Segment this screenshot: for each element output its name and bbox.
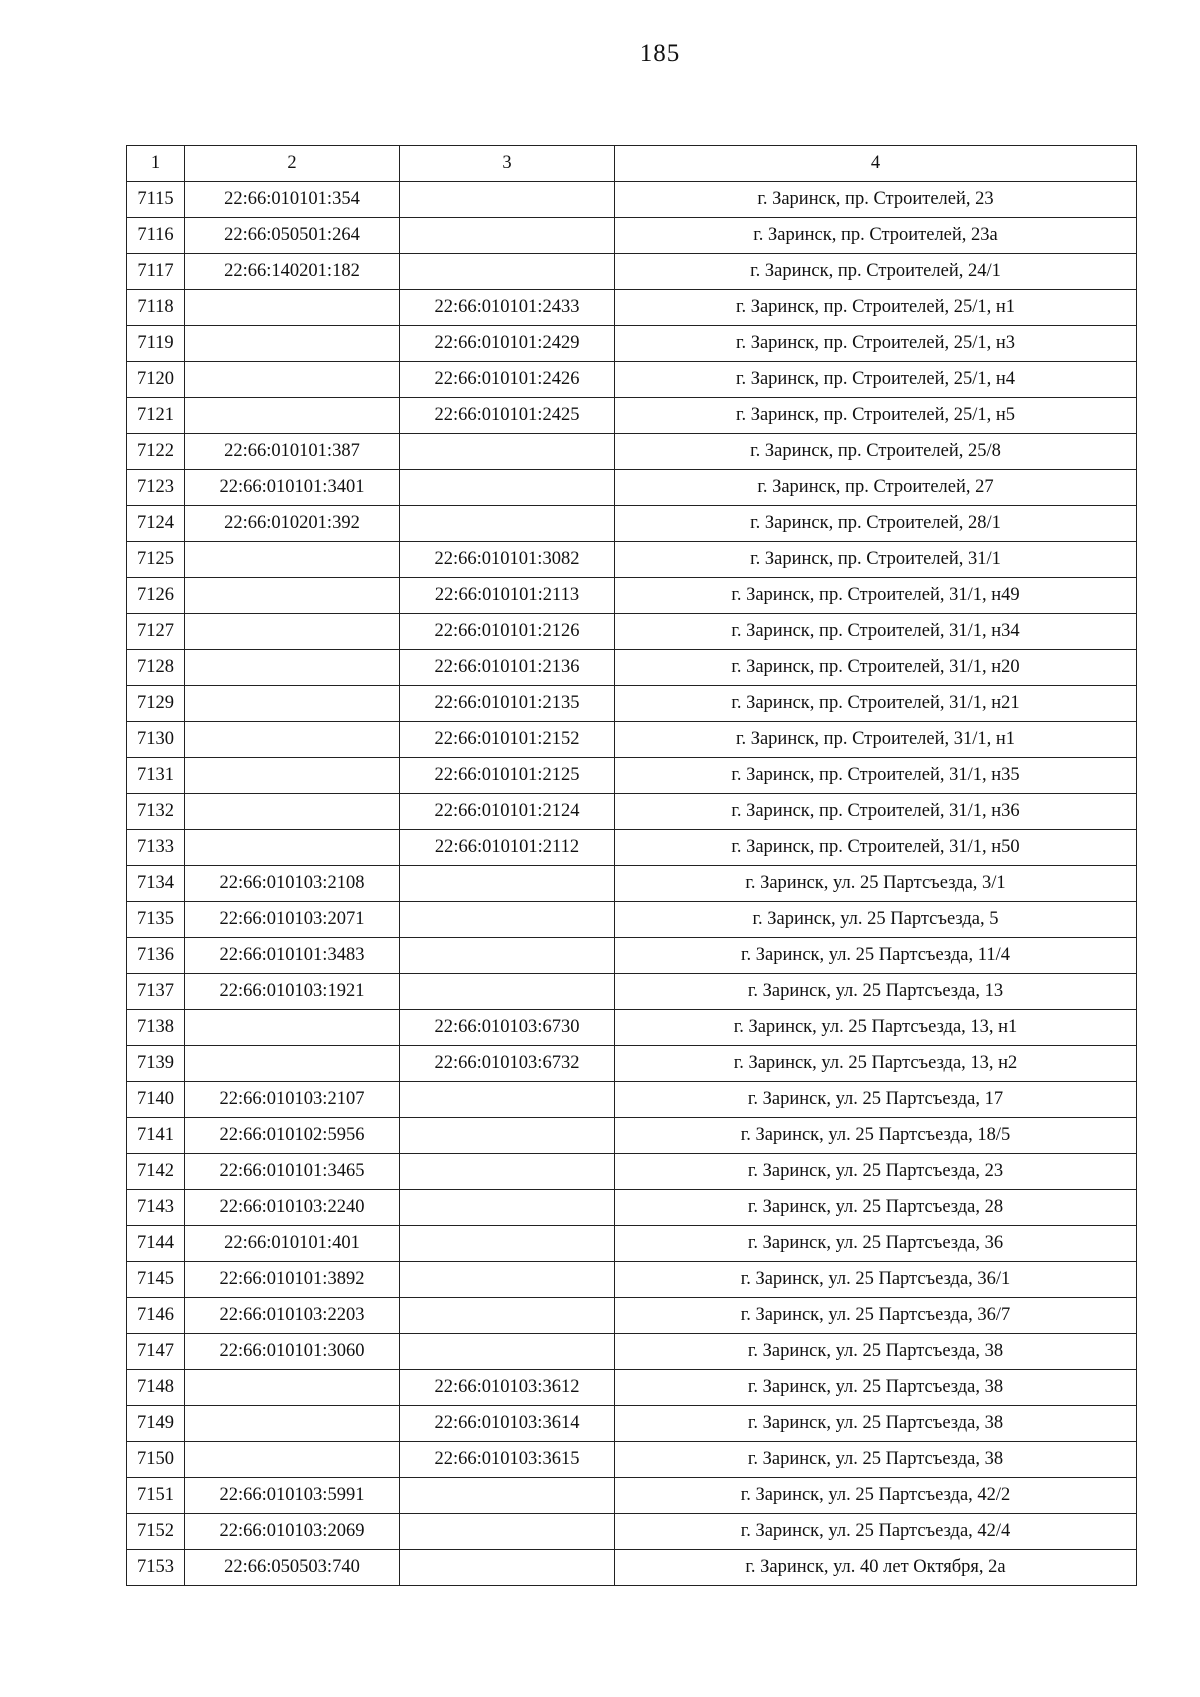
row-number-cell: 7138 <box>127 1010 185 1046</box>
table-body <box>127 182 1137 1586</box>
table-row <box>127 794 1137 830</box>
cadastral-number-cell <box>185 1046 400 1082</box>
row-number-cell: 7118 <box>127 290 185 326</box>
address-cell: г. Заринск, ул. 25 Партсъезда, 11/4 <box>615 938 1137 974</box>
cadastral-number-cell: 22:66:010101:3060 <box>185 1334 400 1370</box>
cadastral-number-cell: 22:66:010101:401 <box>185 1226 400 1262</box>
premises-cadastral-number-cell <box>400 506 615 542</box>
row-number-cell: 7132 <box>127 794 185 830</box>
row-number-cell: 7129 <box>127 686 185 722</box>
table-row <box>127 578 1137 614</box>
column-header-2: 2 <box>185 146 400 182</box>
cadastral-number-cell: 22:66:010101:387 <box>185 434 400 470</box>
row-number-cell: 7145 <box>127 1262 185 1298</box>
address-cell: г. Заринск, пр. Строителей, 23а <box>615 218 1137 254</box>
cadastral-number-cell: 22:66:140201:182 <box>185 254 400 290</box>
address-cell: г. Заринск, пр. Строителей, 27 <box>615 470 1137 506</box>
premises-cadastral-number-cell <box>400 254 615 290</box>
address-cell: г. Заринск, пр. Строителей, 24/1 <box>615 254 1137 290</box>
address-cell: г. Заринск, пр. Строителей, 25/8 <box>615 434 1137 470</box>
column-header-3: 3 <box>400 146 615 182</box>
premises-cadastral-number-cell: 22:66:010101:2152 <box>400 722 615 758</box>
premises-cadastral-number-cell <box>400 902 615 938</box>
premises-cadastral-number-cell: 22:66:010101:2425 <box>400 398 615 434</box>
table-row <box>127 1442 1137 1478</box>
row-number-cell: 7153 <box>127 1550 185 1586</box>
row-number-cell: 7117 <box>127 254 185 290</box>
premises-cadastral-number-cell: 22:66:010101:2429 <box>400 326 615 362</box>
table-row <box>127 1046 1137 1082</box>
premises-cadastral-number-cell: 22:66:010103:6732 <box>400 1046 615 1082</box>
premises-cadastral-number-cell <box>400 866 615 902</box>
cadastral-number-cell: 22:66:050501:264 <box>185 218 400 254</box>
address-cell: г. Заринск, ул. 25 Партсъезда, 3/1 <box>615 866 1137 902</box>
row-number-cell: 7120 <box>127 362 185 398</box>
address-cell: г. Заринск, пр. Строителей, 31/1, н21 <box>615 686 1137 722</box>
table-row <box>127 254 1137 290</box>
row-number-cell: 7133 <box>127 830 185 866</box>
cadastral-number-cell: 22:66:010103:2240 <box>185 1190 400 1226</box>
table-row <box>127 542 1137 578</box>
column-header-1: 1 <box>127 146 185 182</box>
address-cell: г. Заринск, пр. Строителей, 28/1 <box>615 506 1137 542</box>
premises-cadastral-number-cell <box>400 974 615 1010</box>
address-cell: г. Заринск, ул. 25 Партсъезда, 38 <box>615 1334 1137 1370</box>
address-cell: г. Заринск, ул. 25 Партсъезда, 13, н2 <box>615 1046 1137 1082</box>
premises-cadastral-number-cell: 22:66:010101:2112 <box>400 830 615 866</box>
row-number-cell: 7151 <box>127 1478 185 1514</box>
cadastral-number-cell: 22:66:010101:3465 <box>185 1154 400 1190</box>
row-number-cell: 7135 <box>127 902 185 938</box>
table-row <box>127 398 1137 434</box>
row-number-cell: 7124 <box>127 506 185 542</box>
address-cell: г. Заринск, пр. Строителей, 31/1 <box>615 542 1137 578</box>
table-row <box>127 1262 1137 1298</box>
address-cell: г. Заринск, ул. 25 Партсъезда, 38 <box>615 1406 1137 1442</box>
premises-cadastral-number-cell: 22:66:010101:2113 <box>400 578 615 614</box>
row-number-cell: 7146 <box>127 1298 185 1334</box>
cadastral-number-cell: 22:66:050503:740 <box>185 1550 400 1586</box>
address-cell: г. Заринск, пр. Строителей, 23 <box>615 182 1137 218</box>
row-number-cell: 7150 <box>127 1442 185 1478</box>
premises-cadastral-number-cell <box>400 1334 615 1370</box>
premises-cadastral-number-cell: 22:66:010103:3612 <box>400 1370 615 1406</box>
premises-cadastral-number-cell: 22:66:010101:2135 <box>400 686 615 722</box>
address-cell: г. Заринск, пр. Строителей, 31/1, н36 <box>615 794 1137 830</box>
premises-cadastral-number-cell <box>400 1082 615 1118</box>
cadastral-number-cell <box>185 1370 400 1406</box>
table-row <box>127 1010 1137 1046</box>
table-row <box>127 1478 1137 1514</box>
table-row <box>127 614 1137 650</box>
table-row <box>127 830 1137 866</box>
row-number-cell: 7152 <box>127 1514 185 1550</box>
cadastral-number-cell <box>185 686 400 722</box>
table-row <box>127 902 1137 938</box>
row-number-cell: 7147 <box>127 1334 185 1370</box>
premises-cadastral-number-cell <box>400 1514 615 1550</box>
premises-cadastral-number-cell <box>400 1226 615 1262</box>
address-cell: г. Заринск, пр. Строителей, 25/1, н5 <box>615 398 1137 434</box>
cadastral-number-cell <box>185 362 400 398</box>
premises-cadastral-number-cell <box>400 470 615 506</box>
premises-cadastral-number-cell <box>400 434 615 470</box>
premises-cadastral-number-cell <box>400 938 615 974</box>
premises-cadastral-number-cell <box>400 1478 615 1514</box>
premises-cadastral-number-cell <box>400 1550 615 1586</box>
cadastral-number-cell: 22:66:010101:3401 <box>185 470 400 506</box>
cadastral-number-cell <box>185 758 400 794</box>
table-row <box>127 1550 1137 1586</box>
table-row <box>127 722 1137 758</box>
row-number-cell: 7121 <box>127 398 185 434</box>
table-header-row <box>127 146 1137 182</box>
cadastral-number-cell: 22:66:010101:3892 <box>185 1262 400 1298</box>
table-row <box>127 686 1137 722</box>
address-cell: г. Заринск, ул. 25 Партсъезда, 38 <box>615 1370 1137 1406</box>
premises-cadastral-number-cell <box>400 218 615 254</box>
row-number-cell: 7128 <box>127 650 185 686</box>
cadastral-number-cell <box>185 1406 400 1442</box>
row-number-cell: 7115 <box>127 182 185 218</box>
premises-cadastral-number-cell: 22:66:010101:2126 <box>400 614 615 650</box>
address-cell: г. Заринск, ул. 25 Партсъезда, 13, н1 <box>615 1010 1137 1046</box>
table-row <box>127 470 1137 506</box>
address-cell: г. Заринск, ул. 25 Партсъезда, 5 <box>615 902 1137 938</box>
table-row <box>127 1226 1137 1262</box>
table-row <box>127 974 1137 1010</box>
table-row <box>127 1514 1137 1550</box>
address-cell: г. Заринск, ул. 40 лет Октября, 2а <box>615 1550 1137 1586</box>
page-number: 185 <box>639 40 681 67</box>
row-number-cell: 7143 <box>127 1190 185 1226</box>
premises-cadastral-number-cell: 22:66:010103:6730 <box>400 1010 615 1046</box>
table-row <box>127 362 1137 398</box>
address-cell: г. Заринск, ул. 25 Партсъезда, 23 <box>615 1154 1137 1190</box>
cadastral-number-cell: 22:66:010101:354 <box>185 182 400 218</box>
address-cell: г. Заринск, пр. Строителей, 31/1, н35 <box>615 758 1137 794</box>
row-number-cell: 7125 <box>127 542 185 578</box>
cadastral-number-cell <box>185 794 400 830</box>
table-row <box>127 866 1137 902</box>
cadastral-number-cell <box>185 1442 400 1478</box>
table-row <box>127 1082 1137 1118</box>
table-row <box>127 1154 1137 1190</box>
address-cell: г. Заринск, ул. 25 Партсъезда, 13 <box>615 974 1137 1010</box>
address-cell: г. Заринск, ул. 25 Партсъезда, 28 <box>615 1190 1137 1226</box>
table-row <box>127 650 1137 686</box>
row-number-cell: 7130 <box>127 722 185 758</box>
row-number-cell: 7139 <box>127 1046 185 1082</box>
cadastral-number-cell: 22:66:010103:2071 <box>185 902 400 938</box>
row-number-cell: 7122 <box>127 434 185 470</box>
row-number-cell: 7142 <box>127 1154 185 1190</box>
address-cell: г. Заринск, ул. 25 Партсъезда, 42/2 <box>615 1478 1137 1514</box>
row-number-cell: 7140 <box>127 1082 185 1118</box>
table-row <box>127 326 1137 362</box>
cadastral-number-cell <box>185 722 400 758</box>
address-cell: г. Заринск, ул. 25 Партсъезда, 42/4 <box>615 1514 1137 1550</box>
row-number-cell: 7126 <box>127 578 185 614</box>
address-cell: г. Заринск, пр. Строителей, 31/1, н34 <box>615 614 1137 650</box>
cadastral-number-cell <box>185 650 400 686</box>
row-number-cell: 7148 <box>127 1370 185 1406</box>
address-cell: г. Заринск, пр. Строителей, 25/1, н3 <box>615 326 1137 362</box>
cadastral-number-cell: 22:66:010103:2069 <box>185 1514 400 1550</box>
cadastral-number-cell: 22:66:010103:2108 <box>185 866 400 902</box>
premises-cadastral-number-cell <box>400 182 615 218</box>
row-number-cell: 7119 <box>127 326 185 362</box>
address-cell: г. Заринск, ул. 25 Партсъезда, 36/7 <box>615 1298 1137 1334</box>
address-cell: г. Заринск, ул. 25 Партсъезда, 36 <box>615 1226 1137 1262</box>
address-cell: г. Заринск, пр. Строителей, 31/1, н49 <box>615 578 1137 614</box>
premises-cadastral-number-cell: 22:66:010101:3082 <box>400 542 615 578</box>
cadastral-number-cell <box>185 398 400 434</box>
premises-cadastral-number-cell: 22:66:010101:2125 <box>400 758 615 794</box>
table-row <box>127 1334 1137 1370</box>
column-header-4: 4 <box>615 146 1137 182</box>
row-number-cell: 7134 <box>127 866 185 902</box>
cadastral-number-cell: 22:66:010103:1921 <box>185 974 400 1010</box>
premises-cadastral-number-cell: 22:66:010101:2136 <box>400 650 615 686</box>
premises-cadastral-number-cell: 22:66:010101:2433 <box>400 290 615 326</box>
cadastral-number-cell <box>185 326 400 362</box>
cadastral-number-cell <box>185 290 400 326</box>
table-row <box>127 434 1137 470</box>
row-number-cell: 7136 <box>127 938 185 974</box>
cadastral-number-cell <box>185 614 400 650</box>
address-cell: г. Заринск, пр. Строителей, 25/1, н1 <box>615 290 1137 326</box>
table-row <box>127 506 1137 542</box>
premises-cadastral-number-cell <box>400 1118 615 1154</box>
table-row <box>127 218 1137 254</box>
premises-cadastral-number-cell <box>400 1190 615 1226</box>
table-row <box>127 182 1137 218</box>
row-number-cell: 7141 <box>127 1118 185 1154</box>
cadastral-number-cell <box>185 578 400 614</box>
address-cell: г. Заринск, ул. 25 Партсъезда, 18/5 <box>615 1118 1137 1154</box>
row-number-cell: 7131 <box>127 758 185 794</box>
cadastral-number-cell: 22:66:010103:2203 <box>185 1298 400 1334</box>
cadastral-number-cell: 22:66:010102:5956 <box>185 1118 400 1154</box>
cadastral-number-cell: 22:66:010103:5991 <box>185 1478 400 1514</box>
address-cell: г. Заринск, пр. Строителей, 31/1, н20 <box>615 650 1137 686</box>
address-cell: г. Заринск, пр. Строителей, 31/1, н50 <box>615 830 1137 866</box>
row-number-cell: 7123 <box>127 470 185 506</box>
premises-cadastral-number-cell <box>400 1262 615 1298</box>
table-row <box>127 290 1137 326</box>
property-table <box>126 145 1137 1586</box>
premises-cadastral-number-cell <box>400 1154 615 1190</box>
premises-cadastral-number-cell <box>400 1298 615 1334</box>
table-row <box>127 1190 1137 1226</box>
table-row <box>127 758 1137 794</box>
table-row <box>127 938 1137 974</box>
address-cell: г. Заринск, пр. Строителей, 31/1, н1 <box>615 722 1137 758</box>
table-row <box>127 1298 1137 1334</box>
cadastral-number-cell: 22:66:010103:2107 <box>185 1082 400 1118</box>
row-number-cell: 7127 <box>127 614 185 650</box>
row-number-cell: 7116 <box>127 218 185 254</box>
row-number-cell: 7144 <box>127 1226 185 1262</box>
cadastral-number-cell: 22:66:010101:3483 <box>185 938 400 974</box>
premises-cadastral-number-cell: 22:66:010103:3615 <box>400 1442 615 1478</box>
row-number-cell: 7137 <box>127 974 185 1010</box>
address-cell: г. Заринск, ул. 25 Партсъезда, 36/1 <box>615 1262 1137 1298</box>
cadastral-number-cell: 22:66:010201:392 <box>185 506 400 542</box>
table-row <box>127 1118 1137 1154</box>
table-row <box>127 1370 1137 1406</box>
address-cell: г. Заринск, ул. 25 Партсъезда, 17 <box>615 1082 1137 1118</box>
premises-cadastral-number-cell: 22:66:010101:2426 <box>400 362 615 398</box>
premises-cadastral-number-cell: 22:66:010101:2124 <box>400 794 615 830</box>
cadastral-number-cell <box>185 1010 400 1046</box>
premises-cadastral-number-cell: 22:66:010103:3614 <box>400 1406 615 1442</box>
cadastral-number-cell <box>185 542 400 578</box>
address-cell: г. Заринск, ул. 25 Партсъезда, 38 <box>615 1442 1137 1478</box>
row-number-cell: 7149 <box>127 1406 185 1442</box>
table-row <box>127 1406 1137 1442</box>
address-cell: г. Заринск, пр. Строителей, 25/1, н4 <box>615 362 1137 398</box>
cadastral-number-cell <box>185 830 400 866</box>
